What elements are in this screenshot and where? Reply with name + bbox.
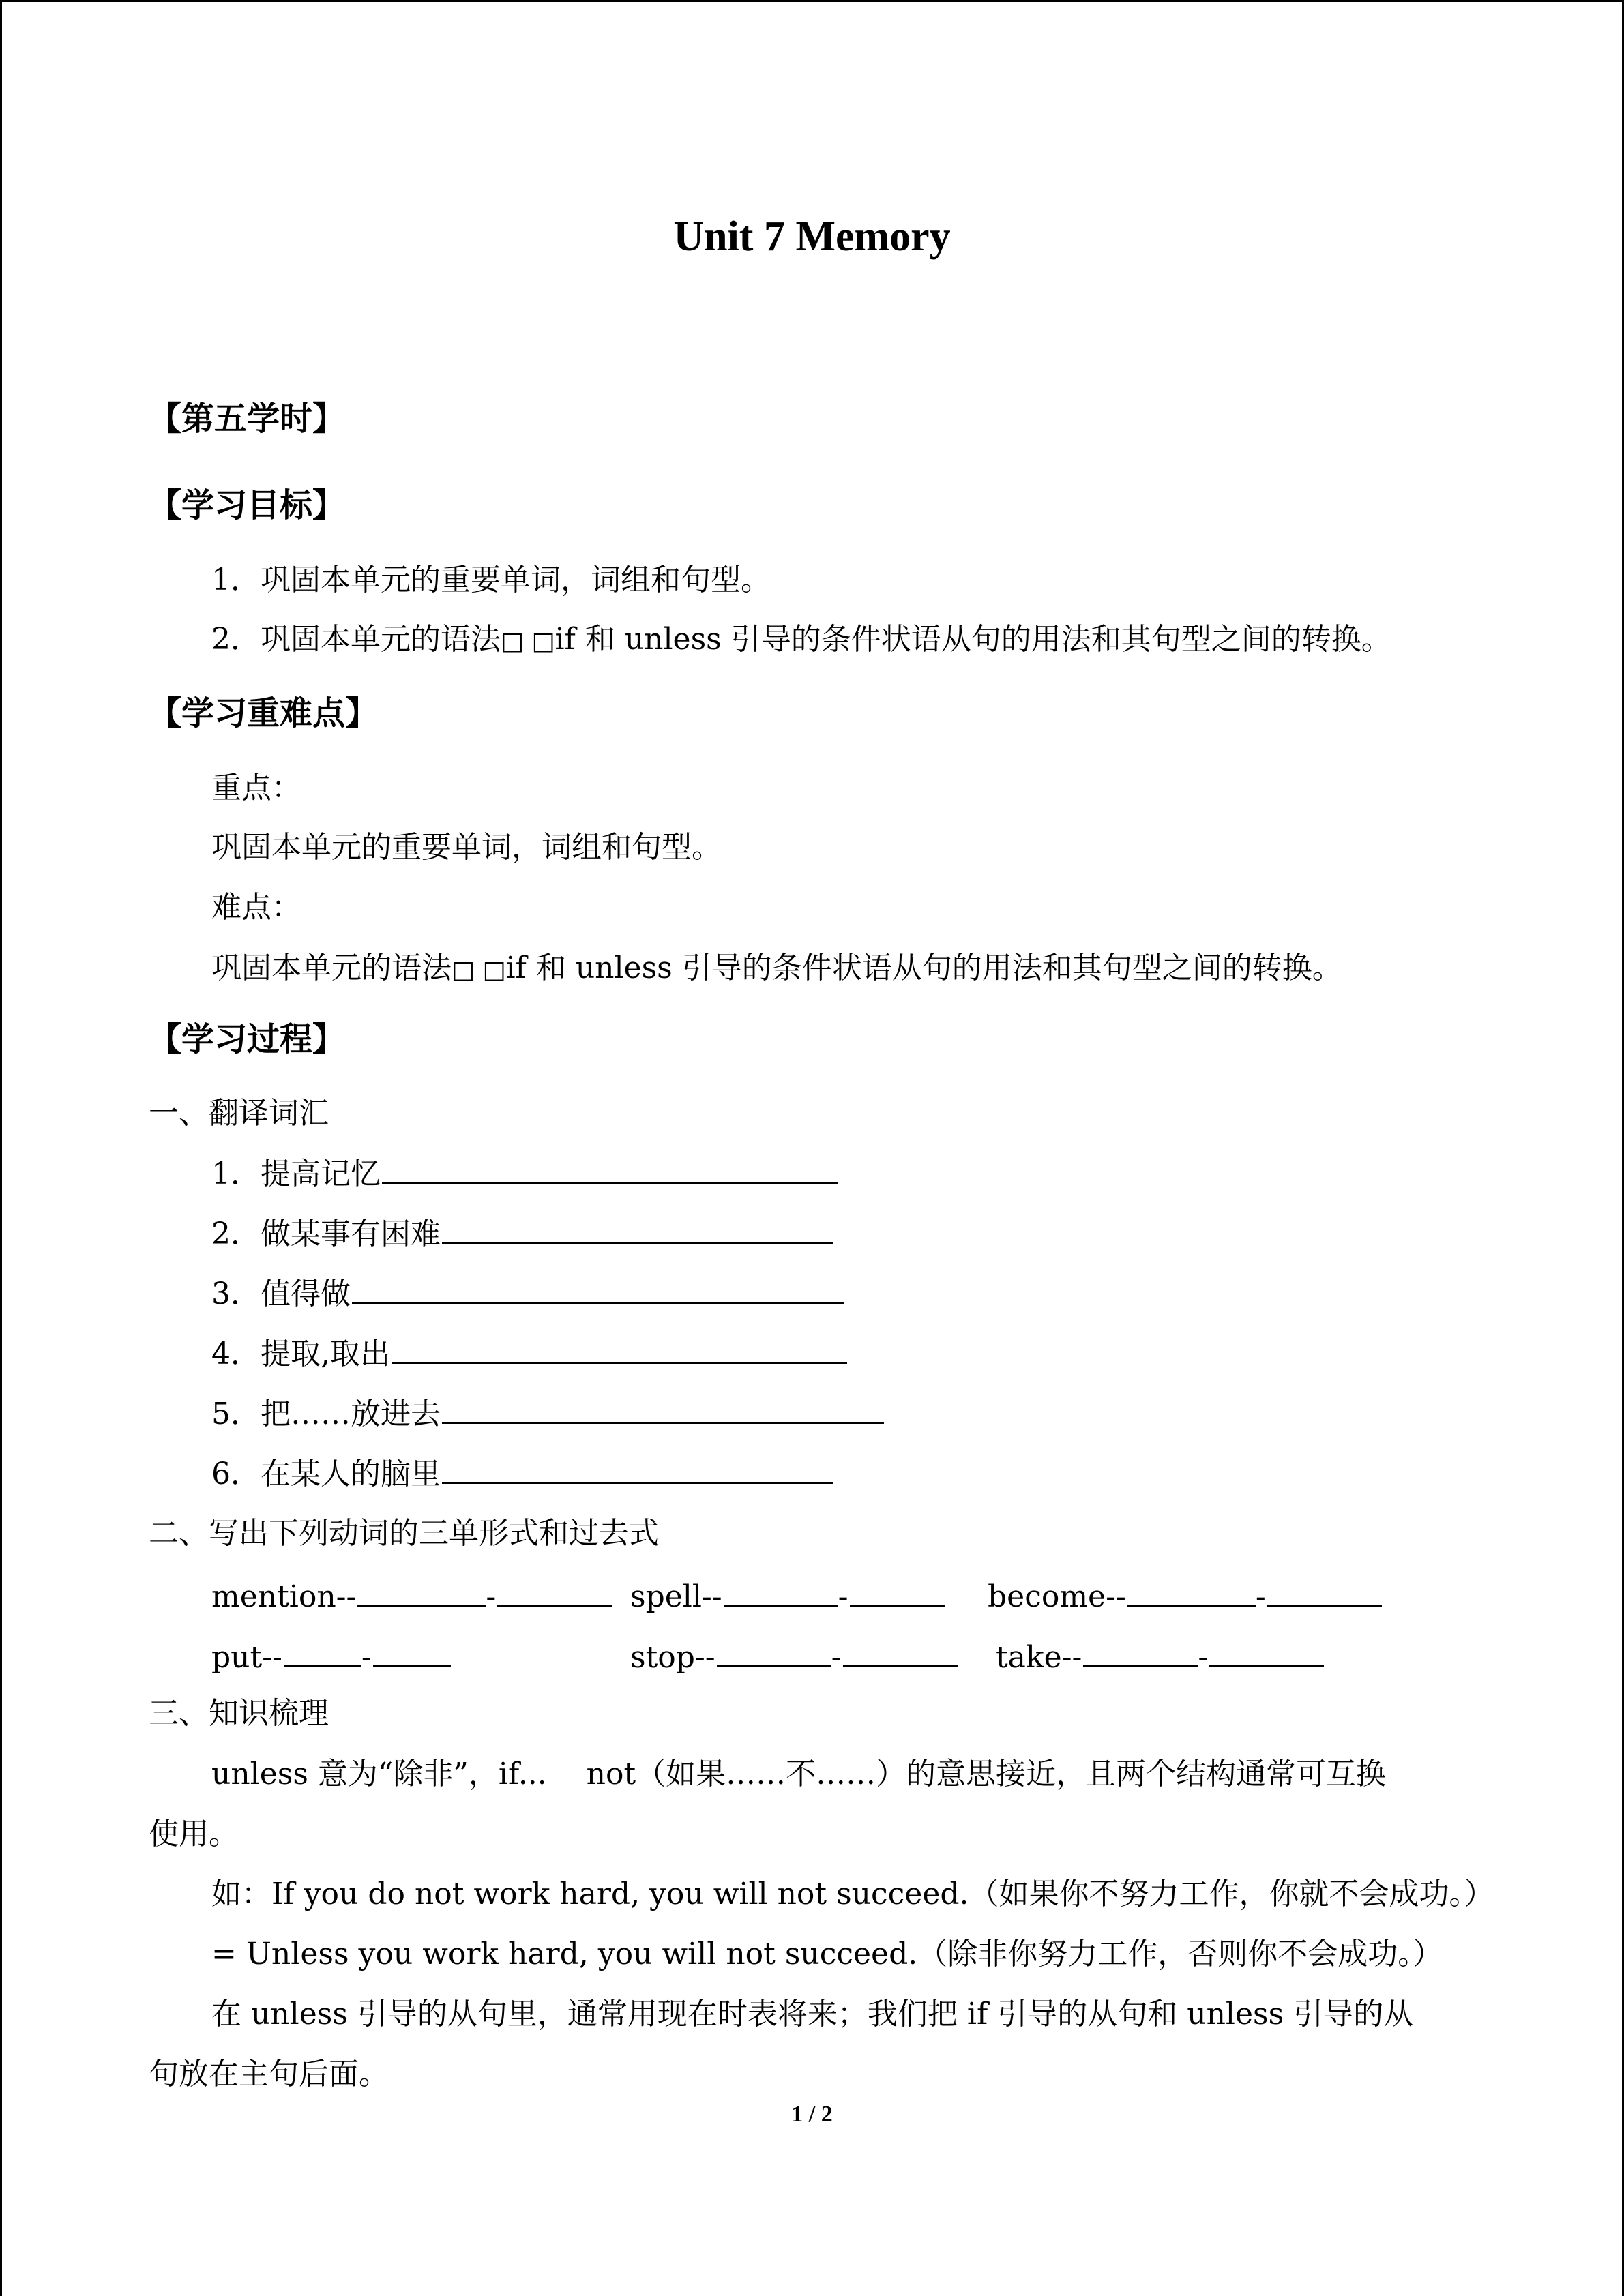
verb-label: mention-- xyxy=(211,1579,357,1614)
goal-item-1: 1．巩固本单元的重要单词，词组和句型。 xyxy=(211,563,771,597)
vocab-item-2 xyxy=(211,1214,833,1253)
verb-blank-third-person[interactable] xyxy=(1083,1638,1198,1667)
verb-put xyxy=(211,1638,451,1677)
verb-mention xyxy=(211,1577,612,1616)
goal-item-2-part2: if 和 unless 引导的条件状语从句的用法和其句型之间的转换。 xyxy=(555,622,1391,657)
vocab-answer-blank[interactable] xyxy=(442,1214,833,1244)
goal-item-2 xyxy=(211,621,1391,661)
verb-label: spell-- xyxy=(630,1579,722,1614)
vocab-label: 1．提高记忆 xyxy=(211,1157,381,1191)
knowledge-line-1: unless 意为“除非”，if... not（如果……不……）的意思接近，且两个结构通常可互换 xyxy=(211,1757,1387,1791)
verb-blank-past[interactable] xyxy=(850,1577,945,1607)
vocab-item-1 xyxy=(211,1154,838,1193)
vocab-label: 6．在某人的脑里 xyxy=(211,1457,441,1491)
key-text: 巩固本单元的重要单词，词组和句型。 xyxy=(211,830,722,865)
verb-blank-third-person[interactable] xyxy=(724,1577,838,1607)
verb-label: become-- xyxy=(988,1579,1126,1614)
verb-take xyxy=(996,1638,1324,1677)
verb-blank-past[interactable] xyxy=(1267,1577,1382,1607)
verb-spell xyxy=(630,1577,945,1616)
vocab-label: 2．做某事有困难 xyxy=(211,1217,441,1251)
verb-label: take-- xyxy=(996,1640,1082,1675)
vocab-item-5 xyxy=(211,1395,884,1433)
difficult-label: 难点： xyxy=(211,890,301,925)
knowledge-example-unless: = Unless you work hard, you will not succeed.（除非你努力工作，否则你不会成功。） xyxy=(211,1937,1443,1971)
box-glyphs: □ □ xyxy=(501,627,555,655)
vocab-label: 5．把……放进去 xyxy=(211,1397,441,1431)
knowledge-line-1-cont: 使用。 xyxy=(149,1817,239,1851)
vocab-answer-blank[interactable] xyxy=(382,1154,838,1184)
knowledge-note-line-1: 在 unless 引导的从句里，通常用现在时表将来；我们把 if 引导的从句和 unless 引导的从 xyxy=(211,1997,1414,2031)
vocab-label: 4．提取,取出 xyxy=(211,1337,390,1371)
dash: - xyxy=(831,1640,842,1675)
knowledge-example-if: 如：If you do not work hard, you will not succeed.（如果你不努力工作，你就不会成功。） xyxy=(211,1877,1494,1911)
dash: - xyxy=(1255,1579,1266,1614)
key-label: 重点： xyxy=(211,771,301,805)
vocab-item-3 xyxy=(211,1274,844,1313)
box-glyphs-2: □ □ xyxy=(452,956,506,984)
vocab-answer-blank[interactable] xyxy=(442,1455,833,1484)
page-number: 1 / 2 xyxy=(791,2102,833,2127)
verb-blank-past[interactable] xyxy=(1209,1638,1324,1667)
page-title: Unit 7 Memory xyxy=(673,213,951,260)
difficult-text xyxy=(211,949,1342,989)
difficult-text-part2: if 和 unless 引导的条件状语从句的用法和其句型之间的转换。 xyxy=(505,951,1342,985)
verb-label: put-- xyxy=(211,1640,282,1675)
part1-title: 一、翻译词汇 xyxy=(149,1096,329,1131)
vocab-item-4 xyxy=(211,1335,847,1373)
dash: - xyxy=(1198,1640,1209,1675)
verb-blank-third-person[interactable] xyxy=(357,1577,486,1607)
goal-item-2-part1: 2．巩固本单元的语法 xyxy=(211,622,501,657)
verb-stop xyxy=(630,1638,958,1677)
knowledge-note-line-2: 句放在主句后面。 xyxy=(149,2057,389,2091)
vocab-item-6 xyxy=(211,1455,833,1493)
heading-goals: 【学习目标】 xyxy=(149,486,346,524)
heading-process: 【学习过程】 xyxy=(149,1020,346,1058)
vocab-answer-blank[interactable] xyxy=(392,1335,847,1364)
verb-become xyxy=(988,1577,1382,1616)
heading-lesson: 【第五学时】 xyxy=(149,400,346,438)
vocab-answer-blank[interactable] xyxy=(442,1395,884,1424)
verb-blank-past[interactable] xyxy=(497,1577,612,1607)
verb-blank-third-person[interactable] xyxy=(717,1638,831,1667)
verb-blank-third-person[interactable] xyxy=(284,1638,361,1667)
verb-blank-past[interactable] xyxy=(373,1638,451,1667)
part2-title: 二、写出下列动词的三单形式和过去式 xyxy=(149,1516,659,1551)
verb-label: stop-- xyxy=(630,1640,715,1675)
part3-title: 三、知识梳理 xyxy=(149,1696,329,1731)
vocab-label: 3．值得做 xyxy=(211,1277,351,1311)
dash: - xyxy=(361,1640,372,1675)
verb-blank-third-person[interactable] xyxy=(1127,1577,1256,1607)
heading-keypoints: 【学习重难点】 xyxy=(149,694,379,732)
dash: - xyxy=(486,1579,497,1614)
difficult-text-part1: 巩固本单元的语法 xyxy=(211,951,452,985)
dash: - xyxy=(838,1579,848,1614)
vocab-answer-blank[interactable] xyxy=(352,1274,844,1304)
verb-blank-past[interactable] xyxy=(843,1638,958,1667)
